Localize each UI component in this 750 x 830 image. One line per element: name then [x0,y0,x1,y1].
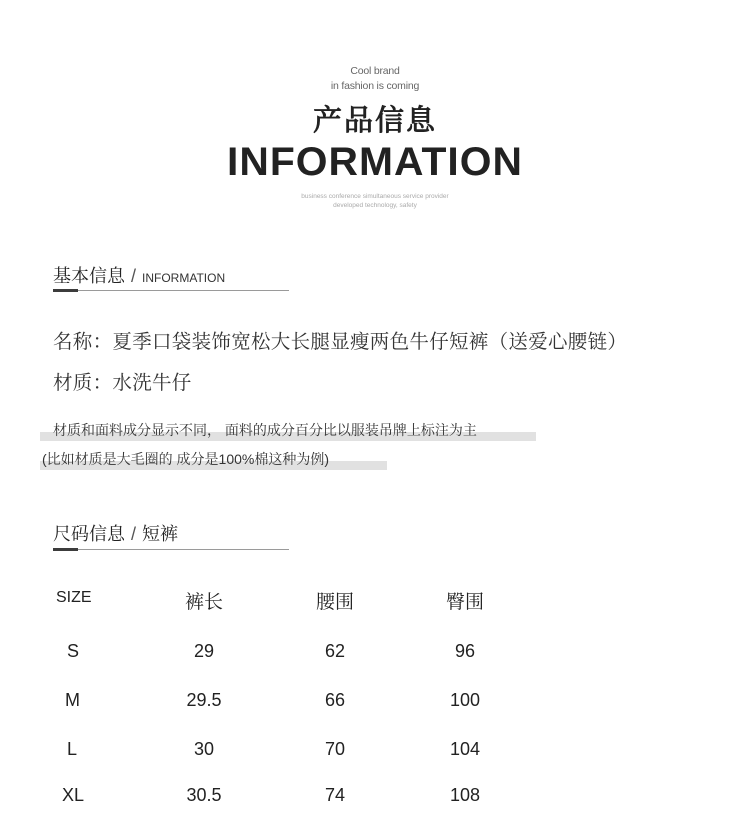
basic-info-heading-cn: 基本信息 [53,266,125,286]
size-info-heading-sub: 短裤 [142,524,179,544]
subtitle-line-1: business conference simultaneous service provider [301,193,449,200]
subtitle-line-2: developed technology, safety [333,202,417,209]
basic-info-heading-en: INFORMATION [142,271,226,285]
table-cell-waist: 70 [324,739,346,759]
size-info-heading [53,520,178,546]
table-cell-hip: 100 [449,690,481,710]
table-cell-hip: 108 [449,785,481,805]
heading-separator: / [131,524,137,544]
material-note-2: (比如材质是大毛圈的 成分是100%棉这种为例) [42,451,330,467]
table-cell-length: 30.5 [186,785,222,805]
table-cell-size: S [67,641,80,661]
table-cell-length: 29 [193,641,215,661]
table-cell-length: 30 [193,739,215,759]
product-material: 材质：水洗牛仔 [53,372,192,394]
size-col-header: SIZE [56,589,92,606]
size-info-divider [53,549,289,550]
heading-separator: / [131,266,137,286]
tagline-line-2: in fashion is coming [330,80,420,92]
basic-info-divider [53,290,289,291]
size-info-accent [53,548,78,551]
table-cell-size: M [65,690,80,710]
table-cell-waist: 74 [324,785,346,805]
product-name: 名称：夏季口袋装饰宽松大长腿显瘦两色牛仔短裤（送爱心腰链） [53,331,628,353]
table-cell-hip: 96 [454,641,476,661]
table-cell-size: L [67,739,78,759]
table-cell-length: 29.5 [186,690,222,710]
basic-info-heading [53,262,225,288]
material-note-1: 材质和面料成分显示不同， 面料的成分百分比以服装吊牌上标注为主 [53,422,477,438]
table-cell-size: XL [62,785,85,805]
hip-col-header: 臀围 [445,592,484,613]
waist-col-header: 腰围 [315,592,354,613]
table-cell-hip: 104 [449,739,481,759]
size-info-heading-cn: 尺码信息 [53,524,125,544]
table-cell-waist: 66 [324,690,346,710]
basic-info-accent [53,289,78,292]
length-col-header: 裤长 [184,592,223,613]
page-title-cn: 产品信息 [312,105,437,137]
table-cell-waist: 62 [324,641,346,661]
tagline-line-1: Cool brand [350,65,400,77]
page-title-en: INFORMATION [226,140,524,184]
